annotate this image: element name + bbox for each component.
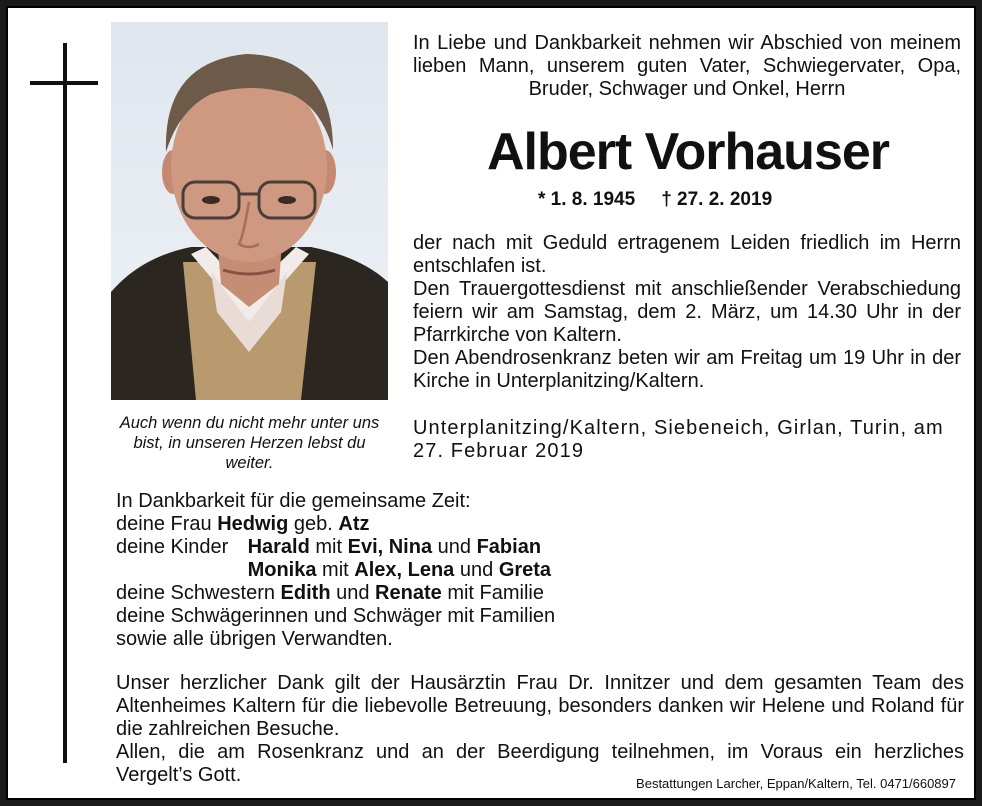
body-paragraph: Den Trauergottesdienst mit anschließender Verabschiedung feiern wir am Samstag, dem 2. März, um 14.30 Uhr in der Pfarrkirche von Kaltern.: [413, 278, 961, 346]
life-dates: [538, 188, 838, 212]
thanks-paragraph: Unser herzlicher Dank gilt der Hausärztin Frau Dr. Innitzer und dem gesamten Team des Altenheimes Kaltern für die liebevolle Betreuung, besonders danken wir Helene und Roland für die zahlreichen Besuche.: [116, 672, 964, 740]
body-paragraph: der nach mit Geduld ertragenem Leiden friedlich im Herrn entschlafen ist.: [413, 232, 961, 277]
death-date: † 27. 2. 2019: [661, 189, 773, 210]
undertaker-info: Bestattungen Larcher, Eppan/Kaltern, Tel. 0471/660897: [636, 776, 956, 791]
family-sisters-line: deine Schwestern Edith und Renate mit Familie: [116, 582, 544, 604]
portrait-photo: [111, 22, 388, 400]
family-children-line: Monika mit Alex, Lena und Greta: [247, 559, 552, 581]
cross-icon: [63, 43, 67, 763]
thanks-paragraph: Allen, die am Rosenkranz und an der Beerdigung teilnehmen, im Voraus ein herzliches Vergelt’s Gott.: [116, 741, 964, 786]
service-info: [413, 232, 961, 393]
photo-caption: Auch wenn du nicht mehr unter uns bist, in unseren Herzen lebst du weiter.: [119, 414, 380, 472]
portrait-illustration: [111, 22, 388, 400]
cross-icon-bar: [30, 81, 98, 85]
family-heading: In Dankbarkeit für die gemeinsame Zeit:: [116, 490, 471, 512]
deceased-name: Albert Vorhauser: [486, 123, 890, 181]
family-relatives-line: sowie alle übrigen Verwandten.: [116, 628, 393, 650]
intro-text: In Liebe und Dankbarkeit nehmen wir Abschied von meinem lieben Mann, unserem guten Vater, Schwiegervater, Opa, Bruder, Schwager und Onkel, Herrn: [413, 32, 961, 100]
family-inlaws-line: deine Schwägerinnen und Schwäger mit Familien: [116, 605, 556, 627]
birth-date: * 1. 8. 1945: [538, 189, 636, 210]
family-list: [116, 490, 736, 651]
family-wife-line: deine Frau Hedwig geb. Atz: [116, 513, 370, 535]
obituary-notice: [6, 6, 976, 800]
place-date: Unterplanitzing/Kaltern, Siebeneich, Girlan, Turin, am 27. Februar 2019: [413, 417, 944, 462]
body-paragraph: Den Abendrosenkranz beten wir am Freitag um 19 Uhr in der Kirche in Unterplanitzing/Kaltern.: [413, 347, 961, 392]
thanks-text: [116, 672, 964, 787]
family-children-line: deine Kinder Harald mit Evi, Nina und Fabian: [116, 536, 542, 558]
